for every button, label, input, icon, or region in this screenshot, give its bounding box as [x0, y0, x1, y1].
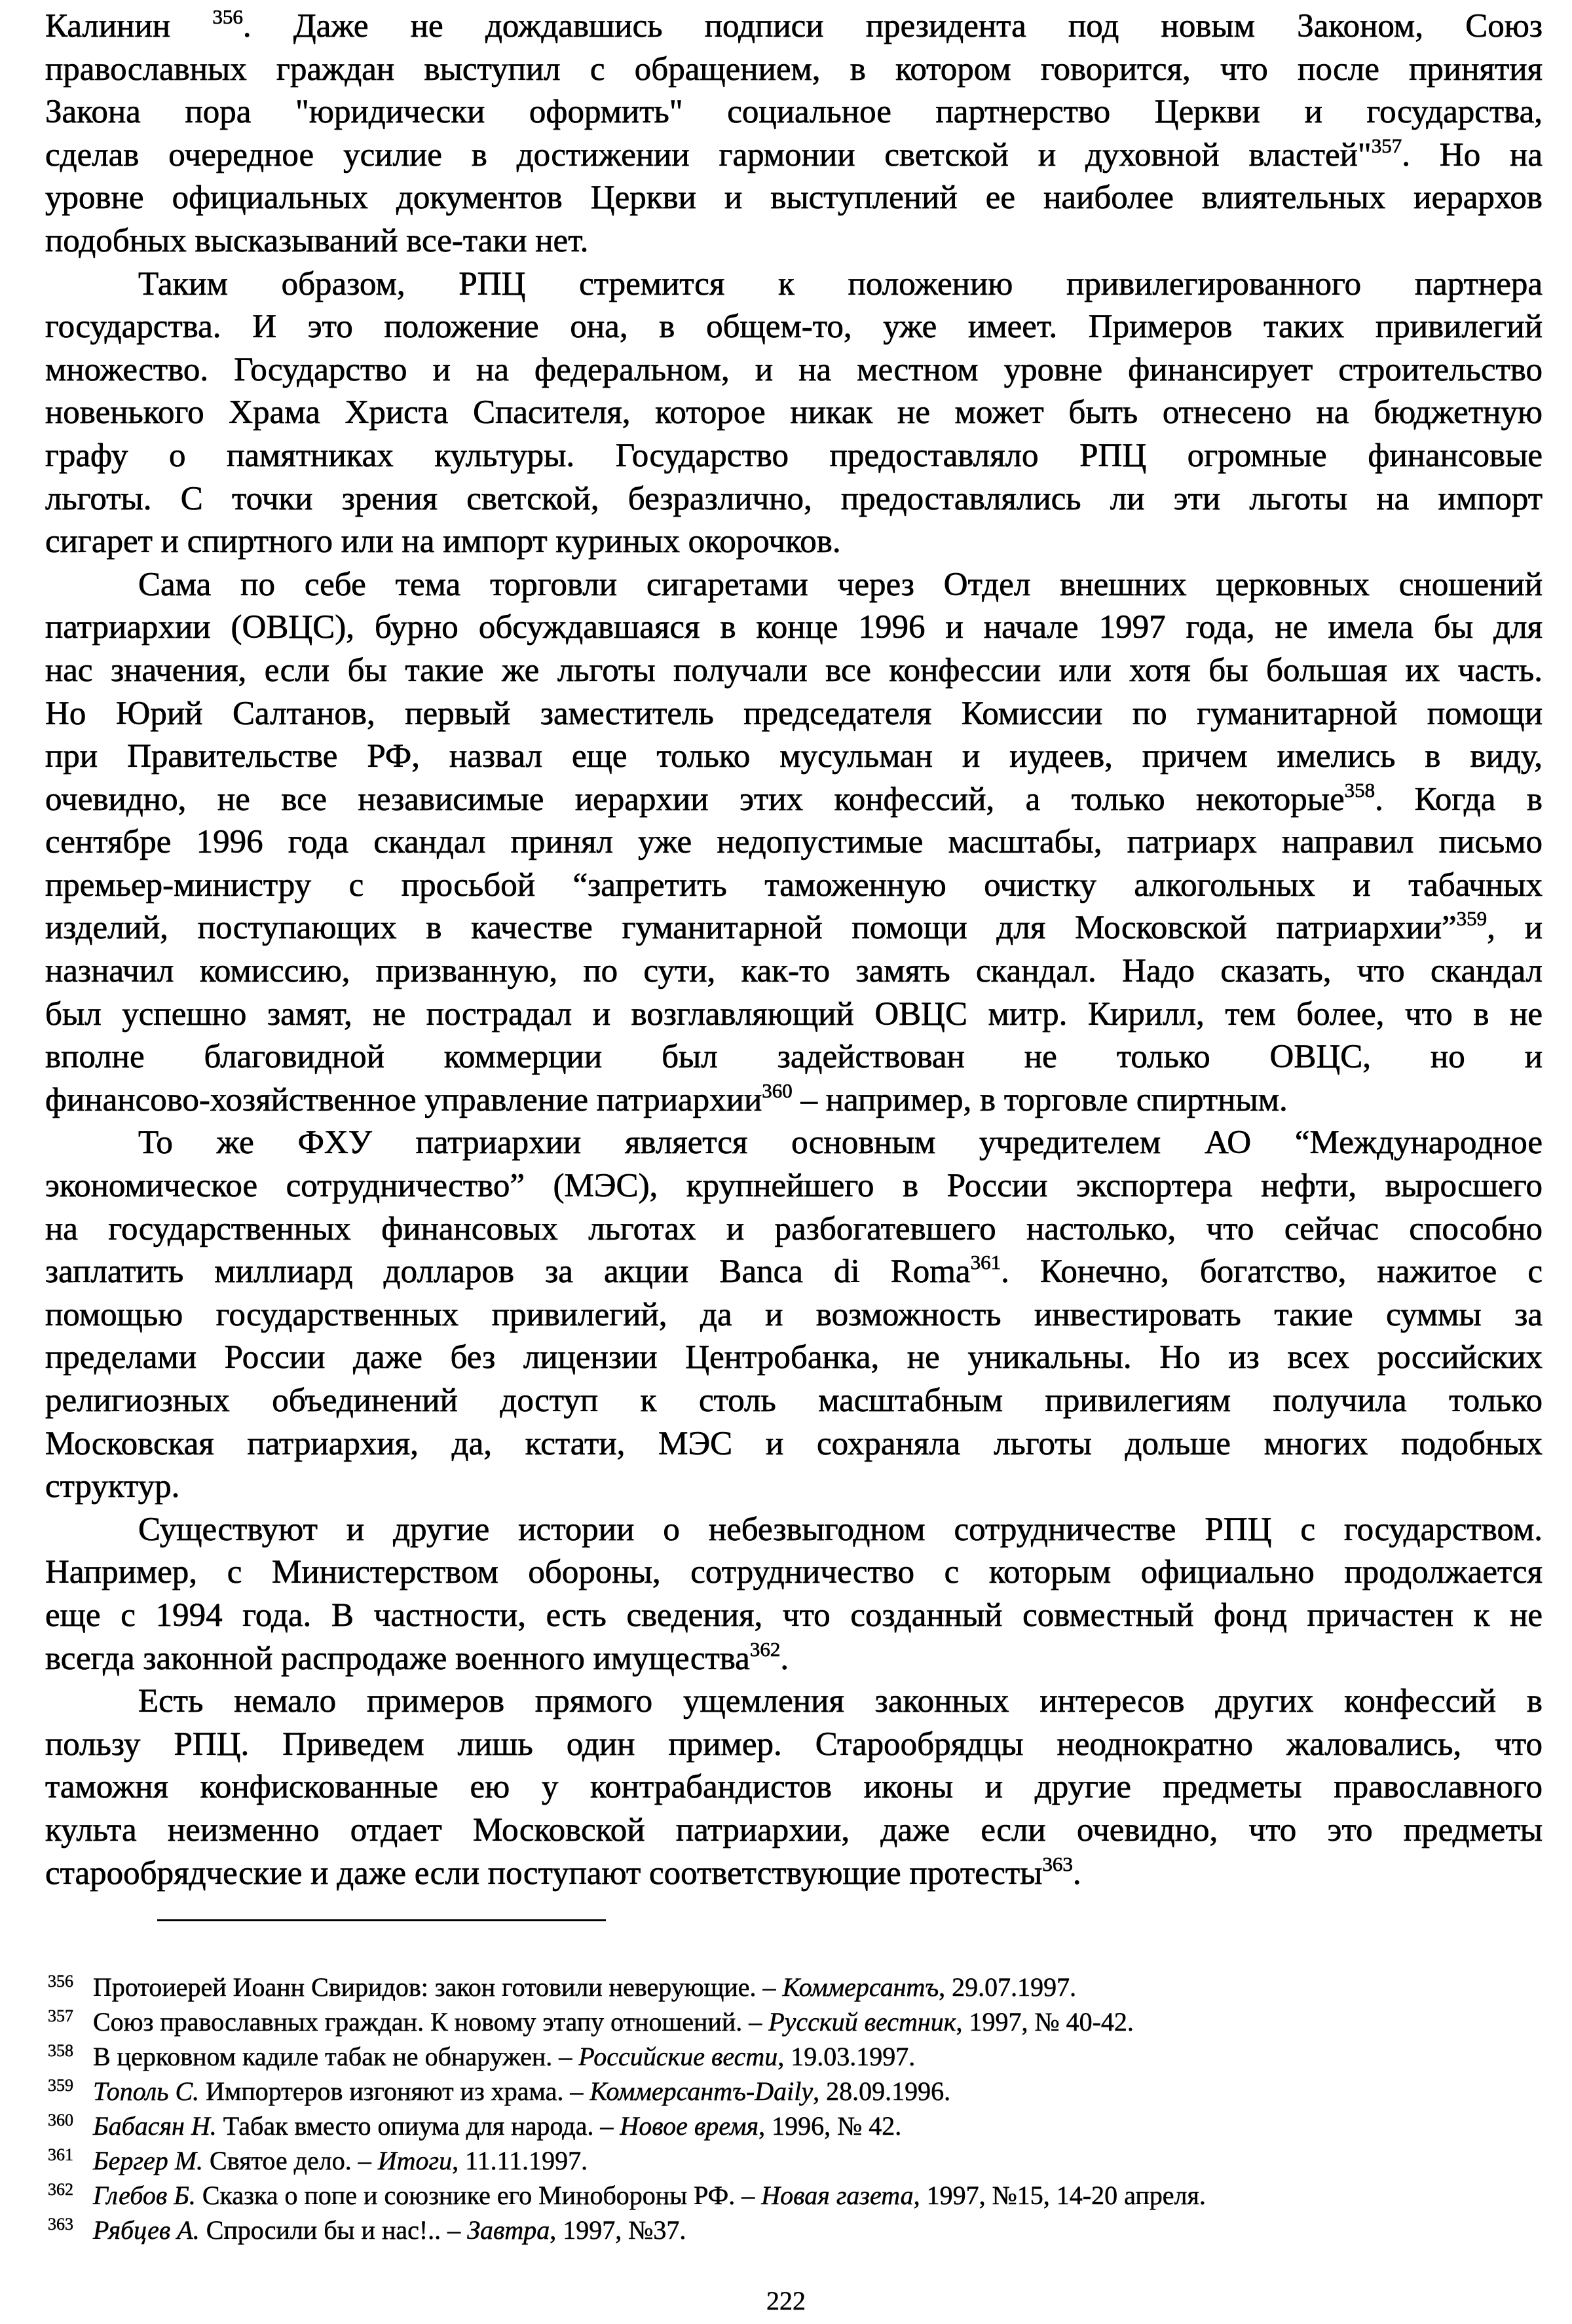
citation-italic: Новая газета	[761, 2181, 914, 2210]
text-segment: государства. И это положение она, в общем-то, уже имеет. Примеров таких привилегий	[45, 308, 1543, 346]
footnote	[48, 2213, 1522, 2247]
footnote-number: 356	[48, 1972, 73, 1991]
page-number: 222	[766, 2286, 806, 2315]
citation-text: , 1996, № 42.	[758, 2111, 902, 2141]
text-segment: всегда законной распродаже военного имущества	[45, 1640, 750, 1677]
text-line	[45, 1680, 1543, 1724]
text-segment: . Конечно, богатство, нажитое с	[1001, 1253, 1543, 1291]
text-line	[45, 392, 1543, 435]
footnote-number: 358	[48, 2041, 73, 2060]
text-segment: Сама по себе тема торговли сигаретами через Отдел внешних церковных сношений	[138, 566, 1543, 603]
footnote-number: 357	[48, 2006, 73, 2025]
text-line	[45, 735, 1543, 779]
text-segment: культа неизменно отдает Московской патриархии, даже если очевидно, что это предметы	[45, 1811, 1543, 1849]
text-segment: Существуют и другие истории о небезвыгодном сотрудничестве РПЦ с государством.	[138, 1511, 1543, 1548]
text-segment: . Когда в	[1375, 781, 1543, 818]
text-segment: сентябре 1996 года скандал принял уже недопустимые масштабы, патриарх направил письмо	[45, 824, 1543, 861]
text-segment: – например, в торговле спиртным.	[792, 1081, 1288, 1118]
footnote	[48, 1970, 1522, 2004]
text-segment: Таким образом, РПЦ стремится к положению привилегированного партнера	[138, 265, 1543, 303]
text-segment: финансово-хозяйственное управление патриархии	[45, 1081, 762, 1118]
text-segment: экономическое сотрудничество” (МЭС), крупнейшего в России экспортера нефти, выросшего	[45, 1168, 1543, 1205]
text-segment: сделав очередное усилие в достижении гармонии светской и духовной властей"	[45, 136, 1372, 174]
citation-italic: Российские вести	[578, 2042, 778, 2071]
body-text	[45, 5, 1543, 1895]
text-line	[45, 1165, 1543, 1208]
text-line	[45, 177, 1543, 220]
citation-text: , 1997, №15, 14-20 апреля.	[913, 2181, 1206, 2210]
text-segment: на государственных финансовых льготах и разбогатевшего настолько, что сейчас способно	[45, 1210, 1543, 1247]
text-line	[45, 1122, 1543, 1165]
citation-italic: Новое время	[620, 2111, 759, 2141]
text-line	[45, 1638, 1543, 1681]
text-segment: был успешно замят, не пострадал и возглавляющий ОВЦС митр. Кирилл, тем более, что в не	[45, 995, 1543, 1033]
citation-italic: Тополь С.	[93, 2076, 200, 2106]
text-line	[45, 521, 1543, 564]
text-segment: Калинин	[45, 8, 213, 45]
text-segment: премьер-министру с просьбой “запретить таможенную очистку алкогольных и табачных	[45, 866, 1543, 904]
text-line	[45, 1595, 1543, 1638]
footnote-ref[interactable]: 359	[1456, 907, 1488, 931]
paragraph	[45, 564, 1543, 1122]
text-segment: изделий, поступающих в качестве гуманитарной помощи для Московской патриархии”	[45, 910, 1457, 947]
footnote-ref[interactable]: 363	[1042, 1852, 1073, 1875]
footnote-number: 363	[48, 2215, 73, 2234]
footnote	[48, 2178, 1522, 2213]
text-segment: помощью государственных привилегий, да и возможность инвестировать такие суммы за	[45, 1296, 1543, 1333]
text-segment: сигарет и спиртного или на импорт куриных окорочков.	[45, 523, 841, 561]
text-line	[45, 864, 1543, 908]
footnote-number: 359	[48, 2076, 73, 2095]
citation-text: Табак вместо опиума для народа. –	[216, 2111, 620, 2141]
text-segment: еще с 1994 года. В частности, есть сведения, что созданный совместный фонд причастен к не	[45, 1596, 1543, 1634]
footnote-number: 361	[48, 2145, 73, 2164]
text-line	[45, 606, 1543, 650]
text-line	[45, 134, 1543, 177]
text-segment: Московская патриархия, да, кстати, МЭС и сохраняла льготы дольше многих подобных	[45, 1425, 1543, 1462]
text-segment: подобных высказываний все-таки нет.	[45, 222, 589, 259]
text-segment: Закона пора "юридически оформить" социальное партнерство Церкви и государства,	[45, 94, 1543, 131]
text-line	[45, 1724, 1543, 1767]
text-line	[45, 950, 1543, 993]
text-segment: при Правительстве РФ, назвал еще только мусульман и иудеев, причем имелись в виду,	[45, 738, 1543, 775]
text-line	[45, 1079, 1543, 1122]
citation-text: , 11.11.1997.	[452, 2146, 588, 2175]
citation-italic: Русский вестник	[768, 2007, 956, 2037]
text-segment: графу о памятниках культуры. Государство предоставляло РПЦ огромные финансовые	[45, 437, 1543, 474]
text-segment: новенького Храма Христа Спасителя, которое никак не может быть отнесено на бюджетную	[45, 394, 1543, 432]
footnote-ref[interactable]: 358	[1344, 778, 1376, 802]
text-line	[45, 1423, 1543, 1466]
text-line	[45, 1853, 1543, 1896]
text-line	[45, 993, 1543, 1037]
citation-text: Спросили бы и нас!.. –	[199, 2215, 468, 2245]
text-line	[45, 1766, 1543, 1809]
text-segment: , и	[1487, 910, 1543, 947]
footnote-ref[interactable]: 357	[1371, 134, 1402, 157]
text-line	[45, 1466, 1543, 1509]
text-line	[45, 1251, 1543, 1294]
text-line	[45, 564, 1543, 607]
text-segment: . Но на	[1402, 136, 1543, 174]
citation-text: Импортеров изгоняют из храма. –	[199, 2076, 590, 2106]
footnote-ref[interactable]: 356	[212, 5, 243, 28]
text-line	[45, 306, 1543, 349]
citation-text: Святое дело. –	[203, 2146, 378, 2175]
text-segment: структур.	[45, 1468, 180, 1505]
text-line	[45, 650, 1543, 693]
text-line	[45, 693, 1543, 736]
text-segment: очевидно, не все независимые иерархии этих конфессий, а только некоторые	[45, 781, 1345, 818]
footnotes	[48, 1970, 1522, 2247]
text-segment: старообрядческие и даже если поступают соответствующие протесты	[45, 1854, 1043, 1892]
citation-italic: Рябцев А.	[93, 2215, 200, 2245]
text-line	[45, 1036, 1543, 1079]
text-line	[45, 1809, 1543, 1853]
text-segment: .	[780, 1640, 789, 1677]
paragraph	[45, 1680, 1543, 1895]
citation-text: В церковном кадиле табак не обнаружен. –	[93, 2042, 579, 2071]
text-line	[45, 1380, 1543, 1423]
footnote-number: 362	[48, 2180, 73, 2199]
paragraph	[45, 5, 1543, 263]
text-segment: . Даже не дождавшись подписи президента под новым Законом, Союз	[242, 8, 1543, 45]
text-line	[45, 91, 1543, 134]
citation-italic: Глебов Б.	[93, 2181, 196, 2210]
citation-italic: Итоги	[377, 2146, 453, 2175]
text-line	[45, 1337, 1543, 1380]
citation-italic: Коммерсантъ-Daily	[590, 2076, 814, 2106]
text-segment: Есть немало примеров прямого ущемления законных интересов других конфессий в	[138, 1683, 1543, 1720]
footnote-ref[interactable]: 361	[970, 1251, 1001, 1274]
citation-text: Сказка о попе и союзнике его Минобороны РФ. –	[195, 2181, 762, 2210]
footnote	[48, 2109, 1522, 2143]
text-line	[45, 1509, 1543, 1552]
citation-italic: Завтра	[467, 2215, 550, 2245]
text-line	[45, 263, 1543, 306]
text-segment: православных граждан выступил с обращением, в котором говорится, что после принятия	[45, 50, 1543, 88]
text-line	[45, 220, 1543, 263]
text-segment: Но Юрий Салтанов, первый заместитель председателя Комиссии по гуманитарной помощи	[45, 695, 1543, 732]
footnote-number: 360	[48, 2111, 73, 2130]
paragraph	[45, 1509, 1543, 1680]
footnote	[48, 2074, 1522, 2109]
text-segment: .	[1072, 1854, 1081, 1892]
citation-text: , 28.09.1996.	[813, 2076, 951, 2106]
footnote-ref[interactable]: 360	[762, 1079, 793, 1102]
text-line	[45, 821, 1543, 864]
footnote-separator	[157, 1919, 606, 1921]
citation-italic: Бабасян Н.	[93, 2111, 217, 2141]
text-line	[45, 1551, 1543, 1595]
text-segment: пределами России даже без лицензии Центробанка, не уникальны. Но из всех российских	[45, 1339, 1543, 1376]
text-line	[45, 779, 1543, 822]
text-segment: То же ФХУ патриархии является основным учредителем АО “Международное	[138, 1124, 1543, 1162]
text-line	[45, 5, 1543, 48]
text-line	[45, 435, 1543, 478]
text-line	[45, 1294, 1543, 1337]
citation-text: , 1997, №37.	[550, 2215, 686, 2245]
text-line	[45, 478, 1543, 521]
text-segment: нас значения, если бы такие же льготы получали все конфессии или хотя бы большая их часть.	[45, 652, 1543, 689]
text-segment: назначил комиссию, призванную, по сути, как-то замять скандал. Надо сказать, что скандал	[45, 953, 1543, 990]
paragraph	[45, 263, 1543, 564]
footnote	[48, 2004, 1522, 2039]
text-line	[45, 907, 1543, 950]
footnote-ref[interactable]: 362	[749, 1637, 781, 1661]
text-segment: вполне благовидной коммерции был задействован не только ОВЦС, но и	[45, 1039, 1543, 1076]
citation-text: , 1997, № 40-42.	[956, 2007, 1134, 2037]
footnote	[48, 2143, 1522, 2178]
text-segment: уровне официальных документов Церкви и выступлений ее наиболее влиятельных иерархов	[45, 179, 1543, 217]
paragraph	[45, 1122, 1543, 1508]
text-segment: заплатить миллиард долларов за акции Banca di Roma	[45, 1253, 971, 1291]
text-segment: пользу РПЦ. Приведем лишь один пример. Старообрядцы неоднократно жаловались, что	[45, 1725, 1543, 1763]
citation-text: Союз православных граждан. К новому этапу отношений. –	[93, 2007, 769, 2037]
text-line	[45, 1208, 1543, 1251]
footnote	[48, 2039, 1522, 2074]
text-segment: Например, с Министерством обороны, сотрудничество с которым официально продолжается	[45, 1554, 1543, 1591]
text-line	[45, 48, 1543, 92]
citation-text: , 19.03.1997.	[777, 2042, 916, 2071]
text-segment: религиозных объединений доступ к столь масштабным привилегиям получила только	[45, 1382, 1543, 1419]
text-line	[45, 349, 1543, 392]
text-segment: патриархии (ОВЦС), бурно обсуждавшаяся в конце 1996 и начале 1997 года, не имела бы для	[45, 609, 1543, 646]
citation-italic: Бергер М.	[93, 2146, 204, 2175]
citation-text: Протоиерей Иоанн Свиридов: закон готовили неверующие. –	[93, 1972, 783, 2002]
citation-text: , 29.07.1997.	[939, 1972, 1077, 2002]
text-segment: таможня конфискованные ею у контрабандистов иконы и другие предметы православного	[45, 1769, 1543, 1806]
text-segment: льготы. С точки зрения светской, безразлично, предоставлялись ли эти льготы на импорт	[45, 480, 1543, 517]
text-segment: множество. Государство и на федеральном, и на местном уровне финансирует строительство	[45, 351, 1543, 388]
citation-italic: Коммерсантъ	[782, 1972, 939, 2002]
